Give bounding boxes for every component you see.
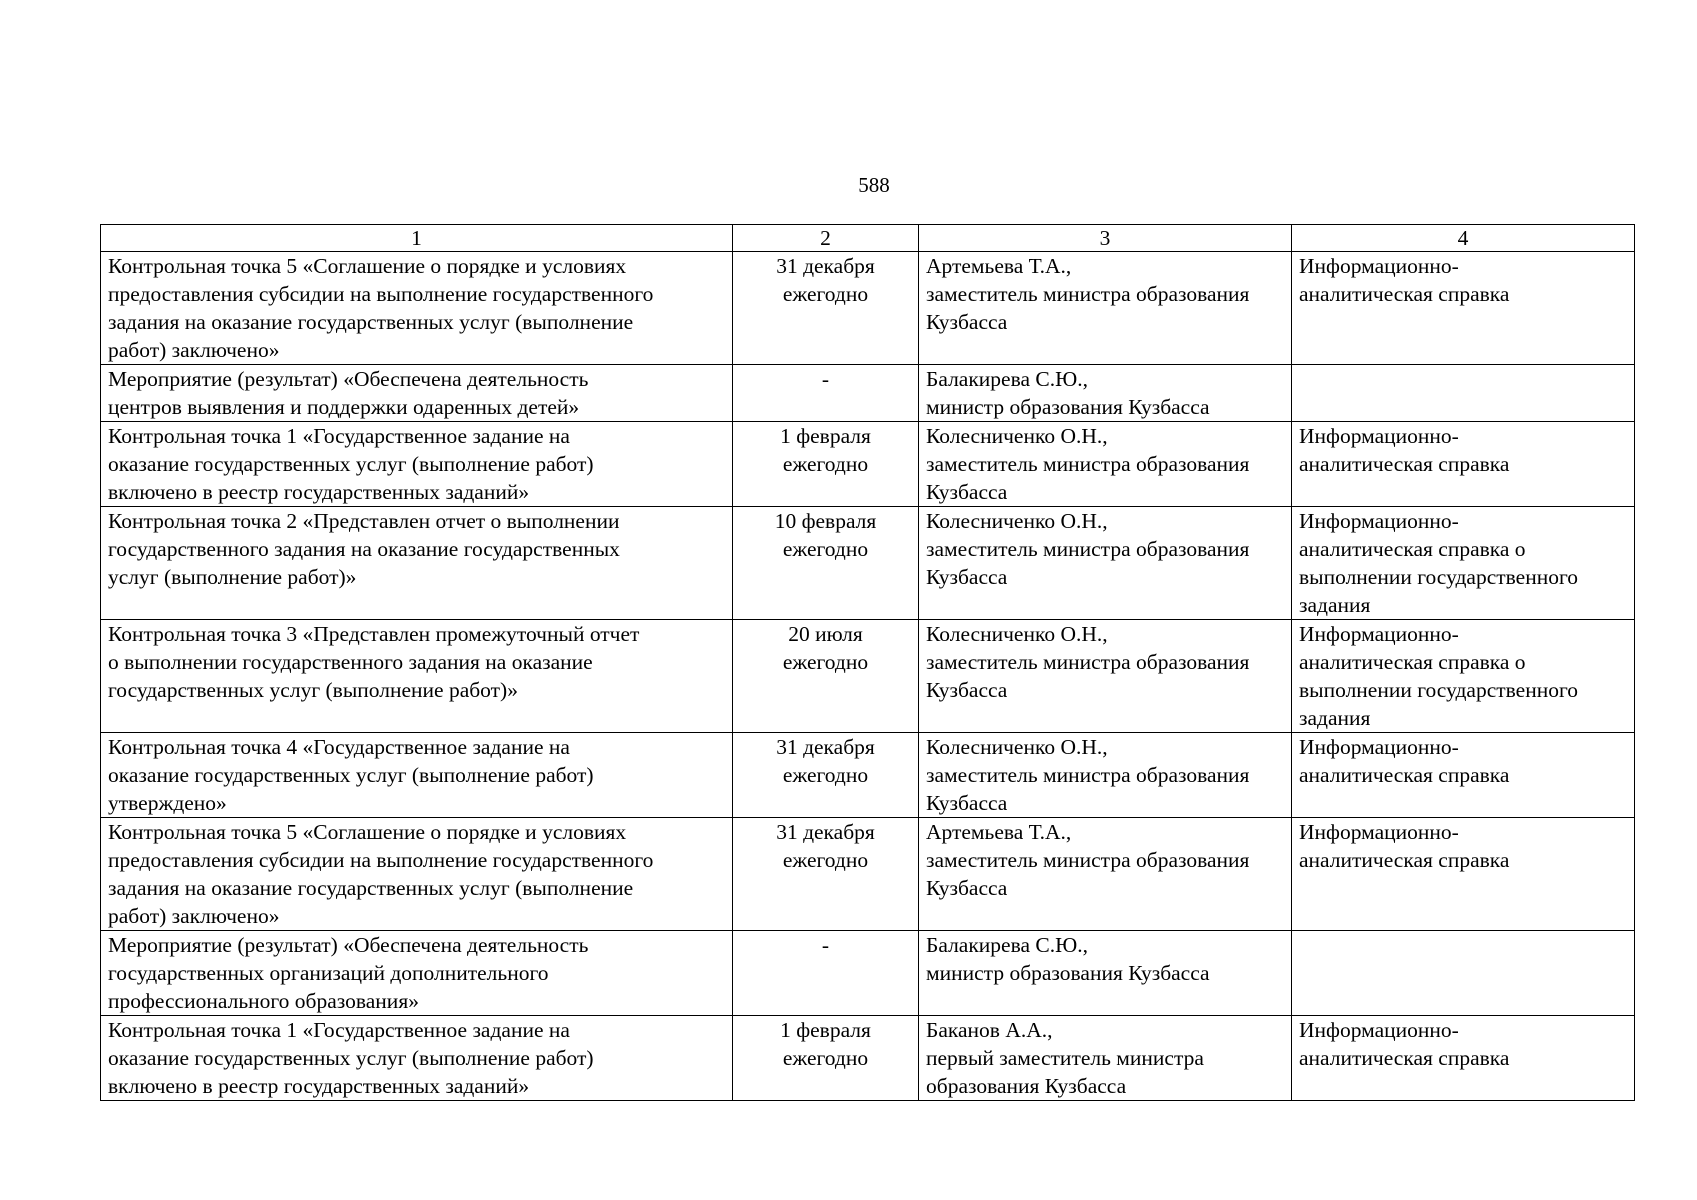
cell-description: Контрольная точка 3 «Представлен промежуточный отчет о выполнении государственного задания на оказание государственных услуг (выполнение работ)»: [101, 620, 733, 733]
cell-document: Информационно- аналитическая справка о выполнении государственного задания: [1292, 507, 1635, 620]
cell-document: Информационно- аналитическая справка: [1292, 252, 1635, 365]
column-header-3: 3: [919, 225, 1292, 252]
cell-document: Информационно- аналитическая справка: [1292, 733, 1635, 818]
cell-document: Информационно- аналитическая справка о выполнении государственного задания: [1292, 620, 1635, 733]
column-header-1: 1: [101, 225, 733, 252]
cell-document: Информационно- аналитическая справка: [1292, 422, 1635, 507]
cell-deadline: 31 декабря ежегодно: [733, 252, 919, 365]
column-header-2: 2: [733, 225, 919, 252]
cell-document: [1292, 365, 1635, 422]
cell-document: Информационно- аналитическая справка: [1292, 1016, 1635, 1101]
cell-deadline: 31 декабря ежегодно: [733, 818, 919, 931]
cell-responsible: Колесниченко О.Н., заместитель министра образования Кузбасса: [919, 422, 1292, 507]
cell-description: Контрольная точка 1 «Государственное задание на оказание государственных услуг (выполнение работ) включено в реестр государственных заданий»: [101, 422, 733, 507]
cell-responsible: Балакирева С.Ю., министр образования Кузбасса: [919, 931, 1292, 1016]
cell-deadline: 31 декабря ежегодно: [733, 733, 919, 818]
page-number: 588: [858, 173, 890, 197]
control-points-table: [100, 224, 1635, 1101]
cell-deadline: 1 февраля ежегодно: [733, 422, 919, 507]
cell-description: Контрольная точка 5 «Соглашение о порядке и условиях предоставления субсидии на выполнение государственного задания на оказание государственных услуг (выполнение работ) заключено»: [101, 818, 733, 931]
table-row: [101, 1016, 1635, 1101]
cell-deadline: -: [733, 365, 919, 422]
cell-responsible: Колесниченко О.Н., заместитель министра образования Кузбасса: [919, 620, 1292, 733]
cell-description: Контрольная точка 5 «Соглашение о порядке и условиях предоставления субсидии на выполнение государственного задания на оказание государственных услуг (выполнение работ) заключено»: [101, 252, 733, 365]
cell-responsible: Колесниченко О.Н., заместитель министра образования Кузбасса: [919, 733, 1292, 818]
cell-deadline: 1 февраля ежегодно: [733, 1016, 919, 1101]
table-header-row: [101, 225, 1635, 252]
column-header-4: 4: [1292, 225, 1635, 252]
table-row: [101, 931, 1635, 1016]
table-row: [101, 818, 1635, 931]
cell-deadline: 20 июля ежегодно: [733, 620, 919, 733]
table-row: [101, 733, 1635, 818]
cell-document: [1292, 931, 1635, 1016]
cell-responsible: Артемьева Т.А., заместитель министра образования Кузбасса: [919, 818, 1292, 931]
cell-document: Информационно- аналитическая справка: [1292, 818, 1635, 931]
table-row: [101, 507, 1635, 620]
cell-description: Контрольная точка 2 «Представлен отчет о выполнении государственного задания на оказание государственных услуг (выполнение работ)»: [101, 507, 733, 620]
table-row: [101, 252, 1635, 365]
cell-description: Контрольная точка 4 «Государственное задание на оказание государственных услуг (выполнение работ) утверждено»: [101, 733, 733, 818]
cell-responsible: Артемьева Т.А., заместитель министра образования Кузбасса: [919, 252, 1292, 365]
table-row: [101, 620, 1635, 733]
cell-description: Мероприятие (результат) «Обеспечена деятельность государственных организаций дополнительного профессионального образования»: [101, 931, 733, 1016]
cell-responsible: Баканов А.А., первый заместитель министра образования Кузбасса: [919, 1016, 1292, 1101]
cell-deadline: -: [733, 931, 919, 1016]
cell-description: Контрольная точка 1 «Государственное задание на оказание государственных услуг (выполнение работ) включено в реестр государственных заданий»: [101, 1016, 733, 1101]
cell-responsible: Балакирева С.Ю., министр образования Кузбасса: [919, 365, 1292, 422]
table-row: [101, 422, 1635, 507]
table-row: [101, 365, 1635, 422]
cell-responsible: Колесниченко О.Н., заместитель министра образования Кузбасса: [919, 507, 1292, 620]
cell-description: Мероприятие (результат) «Обеспечена деятельность центров выявления и поддержки одаренных детей»: [101, 365, 733, 422]
cell-deadline: 10 февраля ежегодно: [733, 507, 919, 620]
